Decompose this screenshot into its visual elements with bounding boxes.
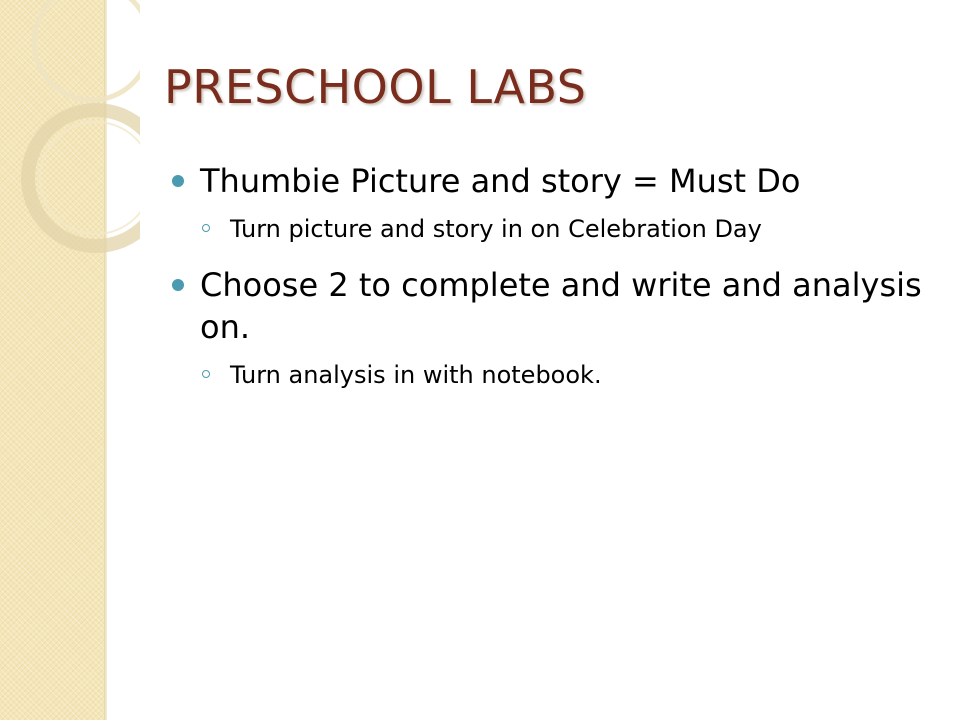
decorative-circles: [0, 0, 140, 260]
sub-bullet-text: Turn analysis in with notebook.: [230, 361, 602, 389]
sub-bullet-ring-icon: [202, 370, 210, 378]
bullet-dot-icon: [172, 279, 184, 291]
slide-title: PRESCHOOL LABS: [164, 60, 587, 114]
sub-bullet-text: Turn picture and story in on Celebration Day: [230, 215, 762, 243]
bullet-dot-icon: [172, 175, 184, 187]
sub-bullet-ring-icon: [202, 224, 210, 232]
bullet-item: [172, 160, 932, 202]
bullet-text: Choose 2 to complete and write and analysis on.: [200, 266, 922, 346]
sub-bullet-item: [172, 358, 932, 392]
bullet-text: Thumbie Picture and story = Must Do: [200, 162, 801, 200]
bullet-item: [172, 264, 932, 348]
sub-bullet-item: [172, 212, 932, 246]
bullet-list: [172, 160, 932, 410]
